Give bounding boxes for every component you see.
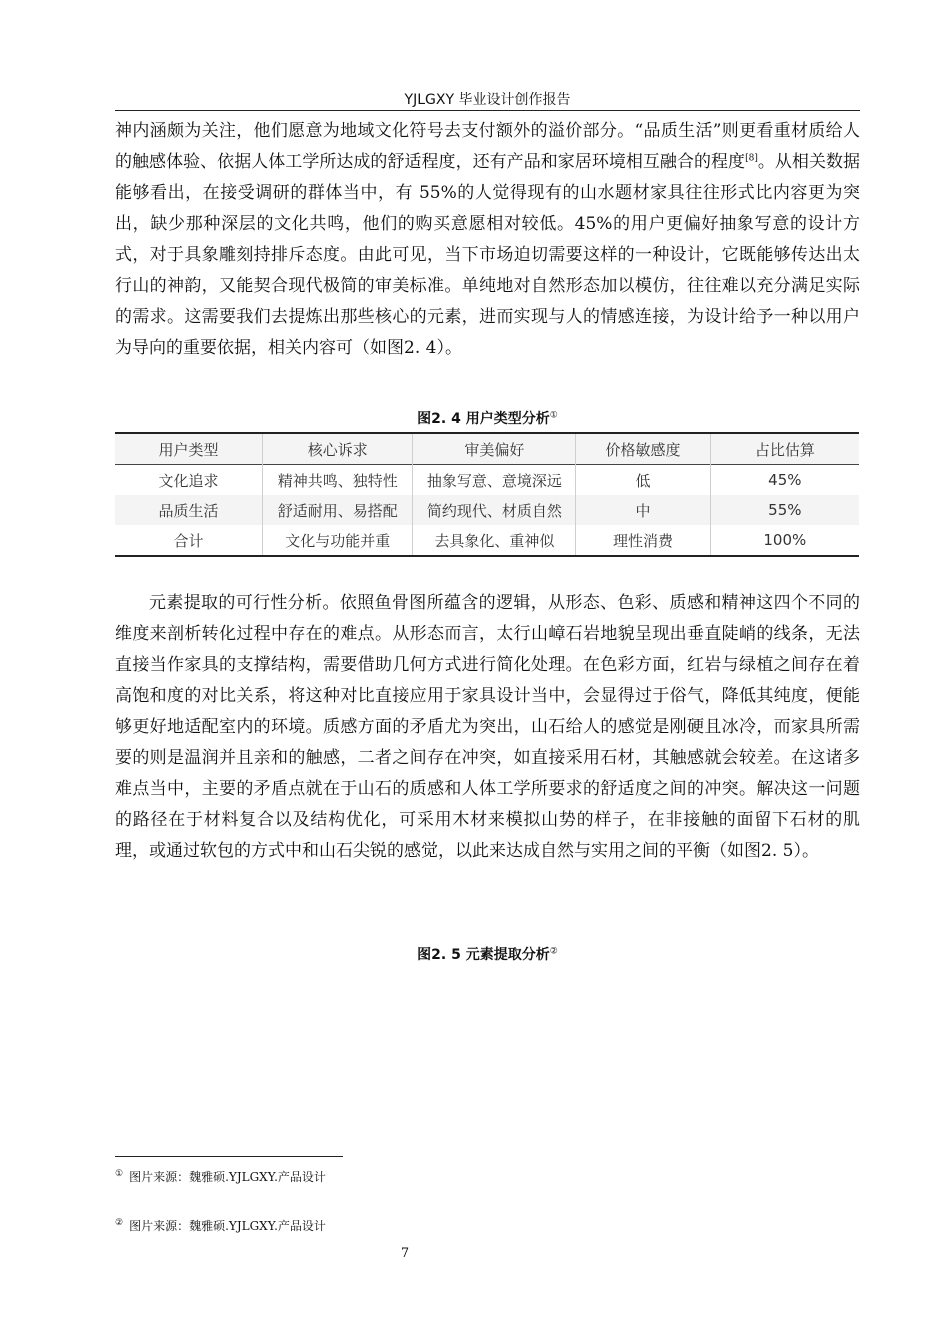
table-cell: 中 [576, 495, 710, 525]
footnote-2 [115, 1215, 326, 1234]
citation-ref[interactable]: [8] [745, 153, 758, 164]
table-cell: 理性消费 [576, 525, 710, 556]
table-row-total [115, 525, 859, 556]
table-cell: 45% [710, 465, 859, 496]
figure-caption-2-5-text: 图2. 5 元素提取分析 [417, 947, 550, 963]
footnote-mark: ① [115, 1169, 124, 1179]
figure-caption-2-5 [115, 944, 860, 964]
table-row [115, 465, 859, 496]
footnote-text: 图片来源：魏雅硕.YJLGXY.产品设计 [129, 1219, 326, 1233]
table-cell: 100% [710, 525, 859, 556]
table-row [115, 495, 859, 525]
table-cell: 文化与功能并重 [263, 525, 413, 556]
table-header-cell: 价格敏感度 [576, 433, 710, 465]
table-header-cell: 审美偏好 [413, 433, 576, 465]
table-header-cell: 占比估算 [710, 433, 859, 465]
table-cell: 低 [576, 465, 710, 496]
paragraph-1-text: 神内涵颇为关注，他们愿意为地域文化符号去支付额外的溢价部分。“品质生活”则更看重材质给人的触感体验、依据人体工学所达成的舒适程度，还有产品和家居环境相互融合的程度 [115, 121, 860, 172]
footnote-1 [115, 1166, 326, 1185]
table-cell: 精神共鸣、独特性 [263, 465, 413, 496]
page-number: 7 [400, 1246, 410, 1261]
table-header-cell: 用户类型 [115, 433, 263, 465]
table-cell: 抽象写意、意境深远 [413, 465, 576, 496]
footnote-ref-1[interactable]: ① [549, 410, 558, 421]
table-header-row [115, 433, 859, 465]
table-cell: 品质生活 [115, 495, 263, 525]
table-cell: 55% [710, 495, 859, 525]
body-paragraph-2: 元素提取的可行性分析。依照鱼骨图所蕴含的逻辑，从形态、色彩、质感和精神这四个不同的维度来剖析转化过程中存在的难点。从形态而言，太行山嶂石岩地貌呈现出垂直陡峭的线条，无法直接当作家具的支撑结构，需要借助几何方式进行简化处理。在色彩方面，红岩与绿植之间存在着高饱和度的对比关系，将这种对比直接应用于家具设计当中，会显得过于俗气，降低其纯度，便能够更好地适配室内的环境。质感方面的矛盾尤为突出，山石给人的感觉是刚硬且冰冷，而家具所需要的则是温润并且亲和的触感，二者之间存在冲突，如直接采用石材，其触感就会较差。在这诸多难点当中，主要的矛盾点就在于山石的质感和人体工学所要求的舒适度之间的冲突。解决这一问题的路径在于材料复合以及结构优化，可采用木材来模拟山势的样子，在非接触的面留下石材的肌理，或通过软包的方式中和山石尖锐的感觉，以此来达成自然与实用之间的平衡（如图2. 5）。 [115, 593, 860, 861]
table-header-cell: 核心诉求 [263, 433, 413, 465]
figure-caption-2-4 [115, 408, 860, 428]
table-cell: 合计 [173, 531, 204, 550]
body-paragraph-1 [115, 116, 860, 364]
footnote-mark: ② [115, 1218, 124, 1228]
table-cell: 舒适耐用、易搭配 [263, 495, 413, 525]
table-cell: 去具象化、重神似 [413, 525, 576, 556]
paragraph-1-rest: 。从相关数据能够看出，在接受调研的群体当中，有 55%的人觉得现有的山水题材家具往往形式比内容更为突出，缺少那种深层的文化共鸣，他们的购买意愿相对较低。45%的用户更偏好抽象写意的设计方式，对于具象雕刻持排斥态度。由此可见，当下市场迫切需要这样的一种设计，它既能够传达出太行山的神韵，又能契合现代极简的审美标准。单纯地对自然形态加以模仿，往往难以充分满足实际的需求。这需要我们去提炼出那些核心的元素，进而实现与人的情感连接，为设计给予一种以用户为导向的重要依据，相关内容可（如图2. 4）。 [115, 152, 861, 358]
page-header: YJLGXY 毕业设计创作报告 [404, 92, 571, 108]
table-cell: 文化追求 [158, 471, 219, 490]
user-type-table [115, 432, 859, 557]
footnote-rule [115, 1156, 343, 1157]
table-cell: 简约现代、材质自然 [413, 495, 576, 525]
footnote-text: 图片来源：魏雅硕.YJLGXY.产品设计 [129, 1170, 326, 1184]
figure-caption-2-4-text: 图2. 4 用户类型分析 [417, 411, 550, 427]
header-rule [115, 110, 860, 111]
footnote-ref-2[interactable]: ② [549, 946, 558, 957]
